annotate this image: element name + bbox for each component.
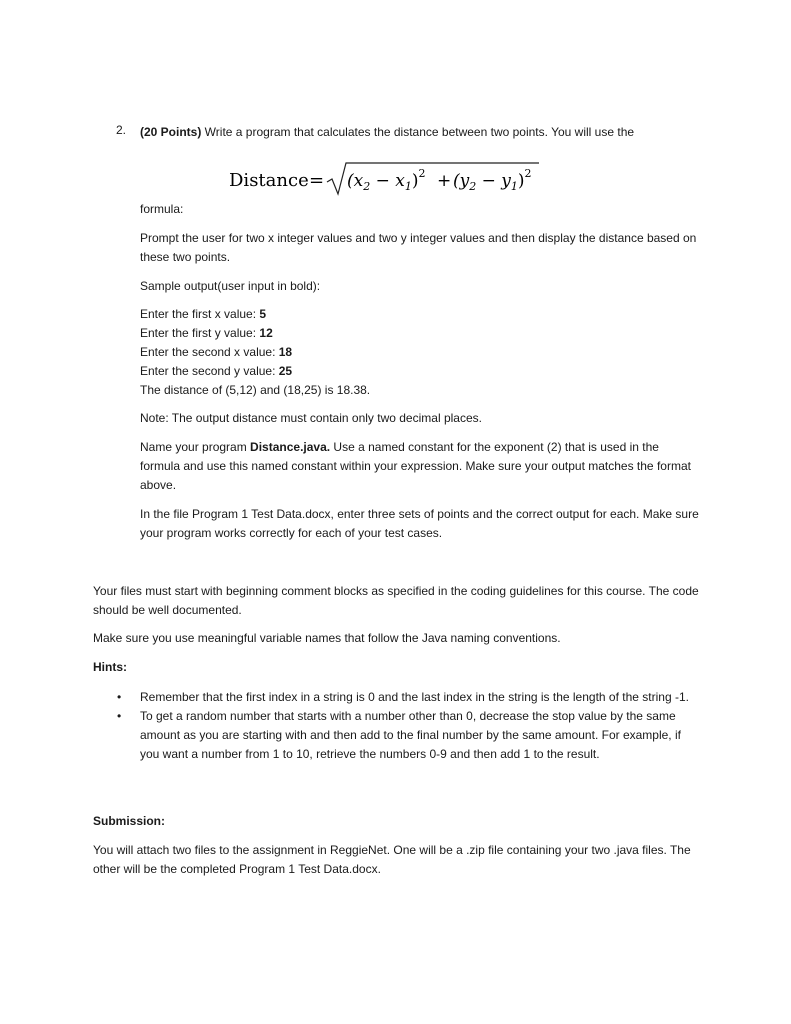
naming-conventions-paragraph: Make sure you use meaningful variable names that follow the Java naming conventions.	[93, 631, 561, 645]
question-number: 2.	[116, 123, 127, 137]
comments-paragraph: Your files must start with beginning comment blocks as specified in the coding guidelines for this course. The code should be well documented.	[93, 584, 699, 617]
sample-line: Enter the second y value: 25	[140, 364, 293, 378]
intro-text: Write a program that calculates the distance between two points. You will use the	[201, 125, 635, 139]
formula-term-x: $(x_2 - x_1)^2$	[347, 167, 426, 193]
naming-paragraph: Name your program Distance.java. Use a named constant for the exponent (2) that is used in the formula and use this named constant within your expression. Make sure your output matches the format above.	[140, 440, 691, 492]
hints-heading: Hints:	[93, 660, 127, 674]
formula-plus: +	[437, 171, 452, 191]
formula-label: formula:	[140, 202, 184, 216]
program-filename: Distance.java.	[250, 440, 331, 454]
sample-output	[140, 305, 700, 400]
note-paragraph: Note: The output distance must contain only two decimal places.	[140, 411, 482, 425]
formula-graphic	[229, 160, 549, 200]
points-label: (20 Points)	[140, 125, 202, 139]
formula-equals: =	[309, 170, 325, 191]
hints-list	[117, 688, 700, 764]
bullet-icon: •	[117, 709, 122, 723]
user-input: 18	[278, 345, 293, 359]
distance-formula	[229, 160, 549, 200]
sample-line: Enter the second x value: 18	[140, 345, 293, 359]
sample-result: The distance of (5,12) and (18,25) is 18.38.	[140, 383, 371, 397]
test-data-paragraph: In the file Program 1 Test Data.docx, enter three sets of points and the correct output for each. Make sure your program works correctly for each of your test cases.	[140, 507, 699, 540]
question-intro	[140, 123, 720, 142]
sample-line: Enter the first x value: 5	[140, 307, 267, 321]
sample-line: Enter the first y value: 12	[140, 326, 273, 340]
submission-paragraph: You will attach two files to the assignment in ReggieNet. One will be a .zip file containing your two .java files. The other will be the completed Program 1 Test Data.docx.	[93, 843, 691, 876]
sample-label: Sample output(user input in bold):	[140, 279, 321, 293]
hint-item: • To get a random number that starts with a number other than 0, decrease the stop value by the same amount as you are starting with and then add to the final number by the same amount. For example, if you want a number from 1 to 10, retrieve the numbers 0-9 and then add 1 to the result.	[117, 709, 681, 761]
formula-term-y: $(y_2 - y_1)^2$	[453, 167, 532, 193]
hint-item: • Remember that the first index in a string is 0 and the last index in the string is the length of the string -1.	[140, 688, 700, 707]
formula-lhs: Distance	[229, 170, 309, 191]
user-input: 5	[259, 307, 267, 321]
bullet-icon: •	[117, 690, 122, 704]
prompt-paragraph: Prompt the user for two x integer values and two y integer values and then display the distance based on these two points.	[140, 231, 697, 264]
user-input: 12	[259, 326, 273, 340]
submission-heading: Submission:	[93, 814, 166, 828]
user-input: 25	[278, 364, 293, 378]
